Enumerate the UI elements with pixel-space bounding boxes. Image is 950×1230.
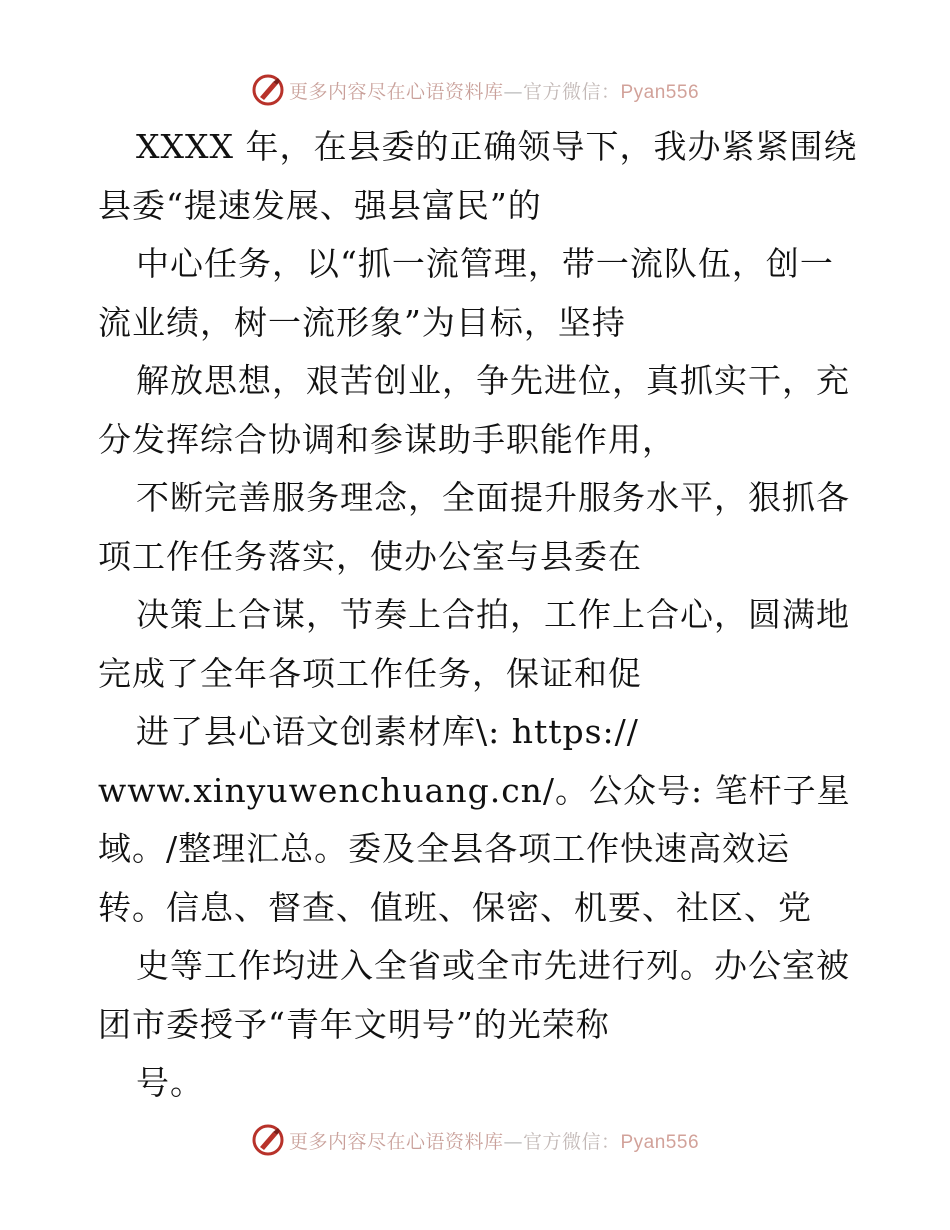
- document-line: 解放思想，艰苦创业，争先进位，真抓实干，充: [136, 361, 850, 400]
- document-line: 流业绩，树一流形象”为目标，坚持: [98, 302, 626, 342]
- banner-separator: —: [503, 80, 523, 103]
- document-line: 进了县心语文创素材库\: https://: [136, 712, 639, 751]
- banner-separator: —: [503, 1130, 523, 1153]
- banner-main-text: 更多内容尽在心语资料库: [288, 1130, 504, 1153]
- banner-wechat-label: 官方微信：: [522, 80, 621, 103]
- banner-wechat-id: Pyan556: [620, 81, 700, 103]
- document-line: 完成了全年各项工作任务，保证和促: [98, 653, 642, 693]
- banner-wechat-id: Pyan556: [620, 1131, 700, 1153]
- brush-logo-icon: [251, 1123, 285, 1157]
- banner-main-text: 更多内容尽在心语资料库: [288, 80, 504, 103]
- document-line: 项工作任务落实，使办公室与县委在: [98, 536, 642, 576]
- document-line: 县委“提速发展、强县富民”的: [98, 185, 542, 225]
- document-line: XXXX 年，在县委的正确领导下，我办紧紧围绕: [136, 127, 858, 166]
- footer-watermark-banner: [0, 1118, 950, 1162]
- banner-wechat-label: 官方微信：: [522, 1130, 621, 1153]
- banner-text: [289, 77, 699, 104]
- banner-text: [289, 1127, 699, 1154]
- document-line: 团市委授予“青年文明号”的光荣称: [98, 1004, 610, 1044]
- document-line: 决策上合谋，节奏上合拍，工作上合心，圆满地: [136, 595, 850, 634]
- document-line: 史等工作均进入全省或全市先进行列。办公室被: [136, 946, 850, 985]
- document-line: 不断完善服务理念，全面提升服务水平，狠抓各: [136, 478, 850, 517]
- document-line: www.xinyuwenchuang.cn/。公众号: 笔杆子星: [98, 770, 851, 810]
- brush-logo-icon: [251, 73, 285, 107]
- header-watermark-banner: [0, 68, 950, 112]
- document-line: 号。: [136, 1063, 204, 1102]
- document-line: 域。/整理汇总。委及全县各项工作快速高效运: [98, 829, 791, 868]
- document-body: [98, 118, 858, 1113]
- document-line: 中心任务，以“抓一流管理，带一流队伍，创一: [136, 244, 834, 283]
- document-line: 分发挥综合协调和参谋助手职能作用，: [98, 419, 676, 459]
- document-line: 转。信息、督查、值班、保密、机要、社区、党: [98, 887, 812, 927]
